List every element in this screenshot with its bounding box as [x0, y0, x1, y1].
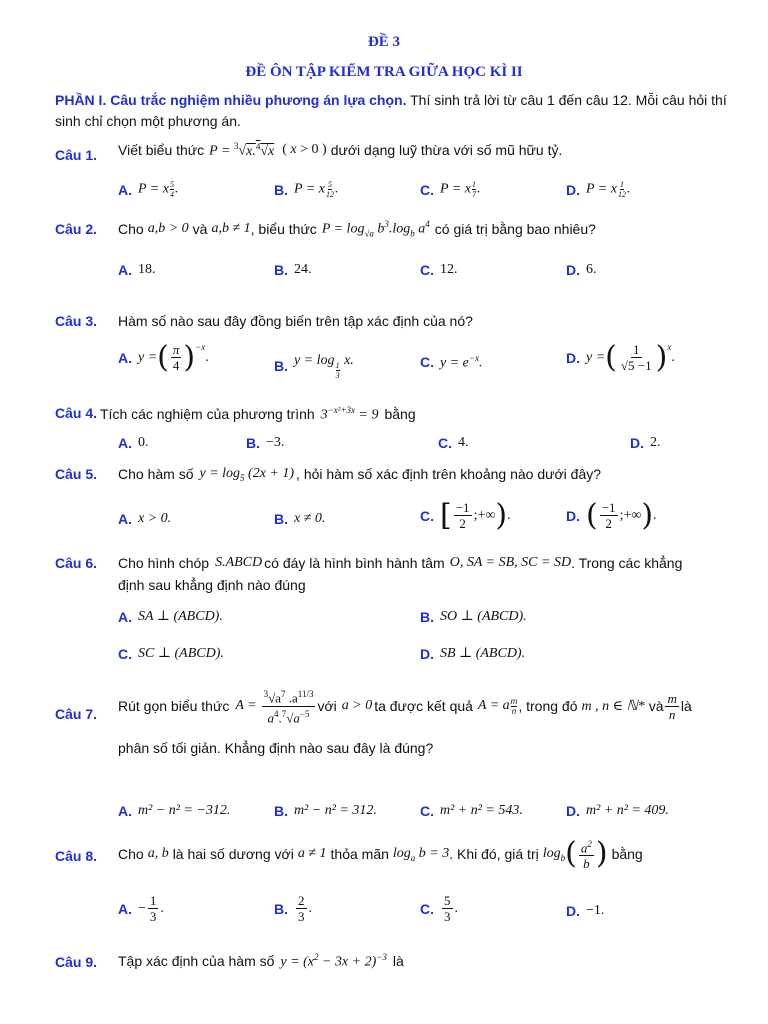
question-label-5: Câu 5.	[55, 466, 98, 482]
q4-option-b[interactable]: B. −3.	[246, 435, 285, 451]
q4-option-d[interactable]: D. 2.	[630, 435, 661, 451]
question-text-8: Cho a, b là hai số dương với a ≠ 1 thỏa mãn $\log_a b = 3$ . Khi đó, giá trị $\log_b$ ( $\frac{a^2}{b}$ ) bằng	[118, 836, 643, 872]
q5-function: $y = \log_5 (2x + 1)$	[199, 466, 295, 483]
q5-option-b[interactable]: B. x ≠ 0.	[274, 511, 326, 527]
q7-option-c[interactable]: C. m² + n² = 543.	[420, 803, 523, 819]
question-label-7: Câu 7.	[55, 706, 98, 722]
q1-option-d[interactable]: D. P = x $\frac{1}{12}$ .	[566, 180, 631, 199]
q6-option-d[interactable]: D. SB ⊥ (ABCD).	[420, 645, 526, 662]
question-label-9: Câu 9.	[55, 954, 98, 970]
q3-option-c[interactable]: C. $y = e^{-x}$.	[420, 353, 483, 371]
q8-option-c[interactable]: C. $\frac{5}{3}$ .	[420, 893, 458, 924]
q9-function: $y = (x^2 - 3x + 2)^{-3}$	[280, 951, 387, 970]
part-instruction: Thí sinh trả lời từ câu 1 đến câu 12. Mỗi câu hỏi thí sinh chỉ chọn một phương án.	[55, 92, 727, 129]
q2-option-a[interactable]: A. 18.	[118, 262, 156, 278]
exam-number: ĐỀ 3	[367, 34, 401, 50]
q3-option-a[interactable]: A. y = ( $\frac{\pi}{4}$ ) $^{-x}$ .	[118, 339, 209, 375]
q1-option-a[interactable]: A. P = x $\frac{5}{4}$ .	[118, 180, 179, 199]
q8-option-a[interactable]: A. − $\frac{1}{3}$ .	[118, 893, 164, 924]
q1-condition: ( x > 0 )	[282, 142, 327, 158]
question-text-9: Tập xác định của hàm số $y = (x^2 - 3x + 2)^{-3}$ là	[118, 951, 404, 970]
q5-option-c[interactable]: C. [ $\frac{-1}{2}$ ;+∞ ) .	[420, 497, 511, 533]
question-text-2: Cho a,b > 0 và a,b ≠ 1 , biểu thức $P = \log_{√a} b^3.\log_b$ $a^4$ có giá trị bằng bao nhiêu?	[118, 219, 596, 239]
q4-option-c[interactable]: C. 4.	[438, 435, 469, 451]
part-intro	[55, 90, 735, 132]
q6-option-a[interactable]: A. SA ⊥ (ABCD).	[118, 608, 223, 625]
q7-option-a[interactable]: A. m² − n² = −312.	[118, 803, 231, 819]
question-label-3: Câu 3.	[55, 313, 98, 329]
q5-option-d[interactable]: D. ( $\frac{-1}{2}$ ;+∞ ) .	[566, 497, 657, 533]
question-label-6: Câu 6.	[55, 555, 98, 571]
q2-expression: $P = \log_{√a} b^3.\log_b$ $a^4$	[321, 219, 430, 239]
q3-option-b[interactable]: B. y = log $\frac{1}{3}$ x.	[274, 353, 354, 380]
question-text-7-line2: phân số tối giản. Khẳng định nào sau đây là đúng?	[118, 740, 434, 756]
exam-title: ĐỀ ÔN TẬP KIỂM TRA GIỮA HỌC KÌ II	[245, 64, 523, 80]
question-label-4: Câu 4.	[55, 405, 98, 421]
q1-text-before: Viết biểu thức	[118, 142, 205, 159]
q2-option-d[interactable]: D. 6.	[566, 262, 597, 278]
q1-option-b[interactable]: B. P = x $\frac{5}{12}$ .	[274, 180, 339, 199]
q1-expression: P = $^3$√x.$^4$√x	[209, 141, 275, 159]
q6-option-c[interactable]: C. SC ⊥ (ABCD).	[118, 645, 224, 662]
q4-option-a[interactable]: A. 0.	[118, 435, 149, 451]
question-label-2: Câu 2.	[55, 221, 98, 237]
q8-option-b[interactable]: B. $\frac{2}{3}$ .	[274, 893, 312, 924]
q3-option-d[interactable]: D. y = ( $\frac{1}{√5 -1}$ ) $^x$ .	[566, 339, 675, 375]
question-text-7: Rút gọn biểu thức A = $\frac{^3√a^7 .a^{11/3}}{a^4.^7√a^{-5}}$ với a > 0 ta được kết quả A = a m n , trong đó m , n ∈ ℕ* và $\frac{m}{n}$ là	[118, 689, 692, 725]
question-text-6-line2: định sau khẳng định nào đúng	[118, 577, 306, 593]
question-text-3: Hàm số nào sau đây đồng biến trên tập xác định của nó?	[118, 313, 473, 329]
q6-option-b[interactable]: B. SO ⊥ (ABCD).	[420, 608, 527, 625]
q2-option-b[interactable]: B. 24.	[274, 262, 312, 278]
question-text-1	[118, 141, 562, 160]
q4-equation: $3^{-x^2+3x} = 9$	[320, 405, 379, 423]
q1-option-c[interactable]: C. P = x $\frac{1}{7}$ .	[420, 180, 481, 199]
q1-text-after: dưới dạng luỹ thừa với số mũ hữu tỷ.	[330, 142, 563, 159]
q7-option-b[interactable]: B. m² − n² = 312.	[274, 803, 377, 819]
q8-option-d[interactable]: D. −1.	[566, 903, 605, 919]
question-label-8: Câu 8.	[55, 848, 98, 864]
q7-option-d[interactable]: D. m² + n² = 409.	[566, 803, 669, 819]
q5-option-a[interactable]: A. x > 0.	[118, 511, 172, 527]
question-text-6: Cho hình chóp S.ABCD có đáy là hình bình hành tâm O , SA = SB , SC = SD . Trong các khẳng	[118, 555, 683, 571]
question-text-5: Cho hàm số $y = \log_5 (2x + 1)$ , hỏi hàm số xác định trên khoảng nào dưới đây?	[118, 466, 602, 483]
question-label-1: Câu 1.	[55, 147, 98, 163]
part-title: PHẦN I. Câu trắc nghiệm nhiều phương án lựa chọn.	[55, 92, 407, 108]
q7-expression: $\frac{^3√a^7 .a^{11/3}}{a^4.^7√a^{-5}}$	[263, 689, 314, 725]
q2-option-c[interactable]: C. 12.	[420, 262, 458, 278]
question-text-4: Tích các nghiệm của phương trình $3^{-x^2+3x} = 9$ bằng	[100, 405, 416, 423]
